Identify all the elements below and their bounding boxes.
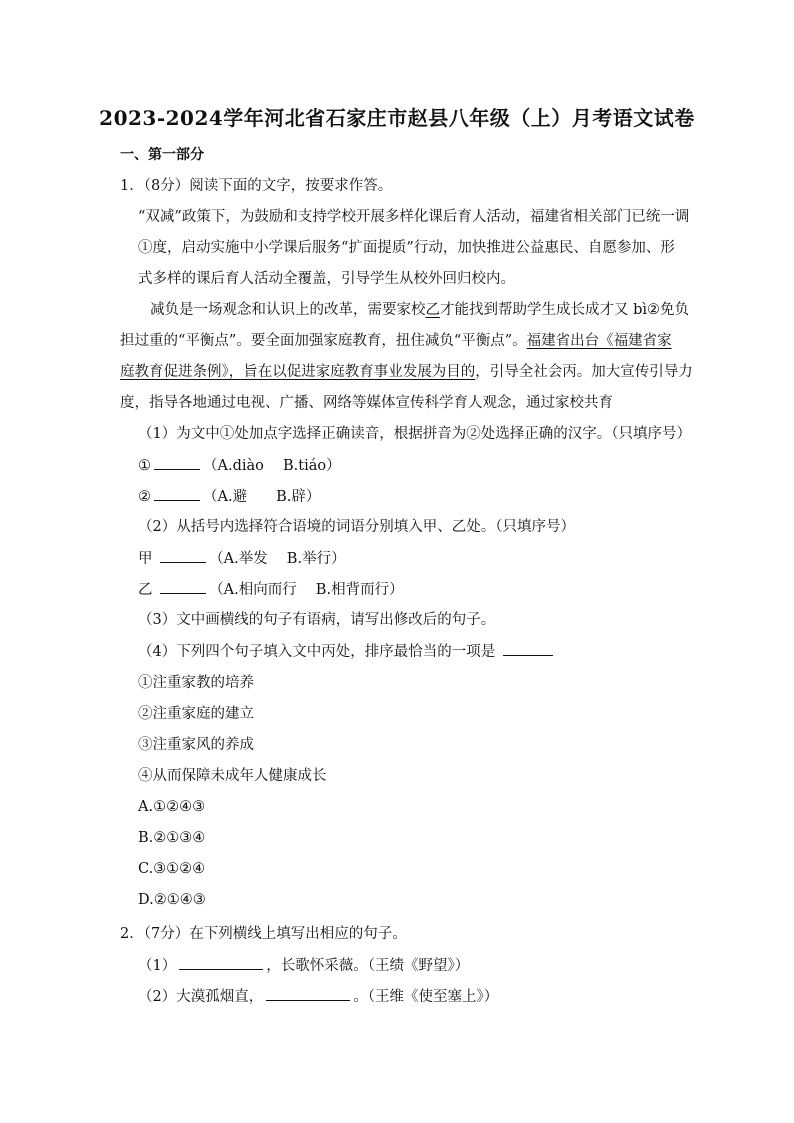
item-label: 乙 — [138, 582, 153, 598]
answer-options: （A.diào B.tiáo） — [203, 458, 341, 474]
passage-text: 减负是一场观念和认识上的改革，需要家校 — [150, 302, 426, 318]
passage-text: 担过重的“平衡点”。要全面加强家庭教育，扭住减负“平衡点”。 — [120, 333, 527, 349]
sub-question-2: （2）从括号内选择符合语境的词语分别填入甲、乙处。（只填序号） — [138, 519, 575, 535]
answer-blank[interactable] — [503, 641, 553, 656]
passage-text: ，引导全社会丙。加大宣传引导力 — [475, 364, 693, 380]
fill-line — [138, 986, 498, 1007]
answer-blank[interactable] — [179, 955, 263, 970]
option-b: B.②①③④ — [138, 830, 206, 846]
fill-line-text: （2）大漠孤烟直， — [138, 989, 264, 1005]
sentence-item: ③注重家风的养成 — [138, 737, 254, 753]
underlined-sentence: 福建省出台《福建省家 — [526, 333, 672, 349]
page-title: 2023-2024学年河北省石家庄市赵县八年级（上）月考语文试卷 — [99, 106, 695, 130]
answer-blank[interactable] — [160, 548, 206, 563]
answer-blank[interactable] — [154, 486, 200, 501]
passage-line: 式多样的课后育人活动全覆盖，引导学生从校外回归校内。 — [138, 271, 515, 287]
answer-line — [138, 579, 404, 600]
passage-line: ①度，启动实施中小学课后服务“扩面提质”行动，加快推进公益惠民、自愿参加、形 — [138, 240, 675, 256]
section-heading: 一、第一部分 — [120, 147, 204, 163]
passage-line — [120, 331, 672, 351]
answer-blank[interactable] — [160, 579, 206, 594]
answer-line — [138, 486, 320, 507]
fill-line-text: ，长歌怀采薇。（王绩《野望》） — [266, 958, 470, 974]
underlined-sentence: 庭教育促进条例》，旨在以促进家庭教育事业发展为目的 — [120, 364, 476, 380]
item-number: ② — [138, 489, 151, 505]
sentence-item: ②注重家庭的建立 — [138, 706, 254, 722]
passage-line: 度，指导各地通过电视、广播、网络等媒体宣传科学育人观念，通过家校共育 — [120, 395, 613, 411]
sentence-item: ④从而保障未成年人健康成长 — [138, 768, 327, 784]
item-number: ① — [138, 458, 151, 474]
option-c: C.③①②④ — [138, 861, 206, 877]
sentence-item: ①注重家教的培养 — [138, 675, 254, 691]
answer-blank[interactable] — [266, 986, 350, 1001]
item-label: 甲 — [138, 551, 153, 567]
answer-options: （A.相向而行 B.相背而行） — [209, 582, 404, 598]
passage-line — [150, 300, 689, 320]
question-2-heading: 2．（7分）在下列横线上填写出相应的句子。 — [120, 926, 407, 942]
passage-line — [120, 362, 693, 382]
option-a: A.①②④③ — [138, 799, 206, 815]
sub-question-4-text: （4）下列四个句子填入文中丙处，排序最恰当的一项是 — [138, 644, 496, 660]
question-1-heading: 1．（8分）阅读下面的文字，按要求作答。 — [120, 178, 393, 194]
sub-question-4 — [138, 641, 556, 662]
passage-line: “双减”政策下，为鼓励和支持学校开展多样化课后育人活动，福建省相关部门已统一调 — [138, 209, 690, 225]
option-d: D.②①④③ — [138, 892, 206, 908]
fill-line-text: 。（王维《使至塞上》） — [353, 989, 499, 1005]
answer-options: （A.避 B.辟） — [203, 489, 321, 505]
sub-question-1: （1）为文中①处加点字选择正确读音，根据拼音为②处选择正确的汉字。（只填序号） — [138, 426, 691, 442]
passage-text: 才能找到帮助学生成长成才又 bì②免负 — [440, 302, 690, 318]
sub-question-3: （3）文中画横线的句子有语病，请写出修改后的句子。 — [138, 612, 496, 628]
answer-blank[interactable] — [154, 455, 200, 470]
answer-options: （A.举发 B.举行） — [209, 551, 346, 567]
fill-line — [138, 955, 469, 976]
blank-marker-yi: 乙 — [425, 302, 440, 318]
answer-line — [138, 548, 346, 569]
answer-line — [138, 455, 341, 476]
item-number: （1） — [138, 958, 177, 974]
